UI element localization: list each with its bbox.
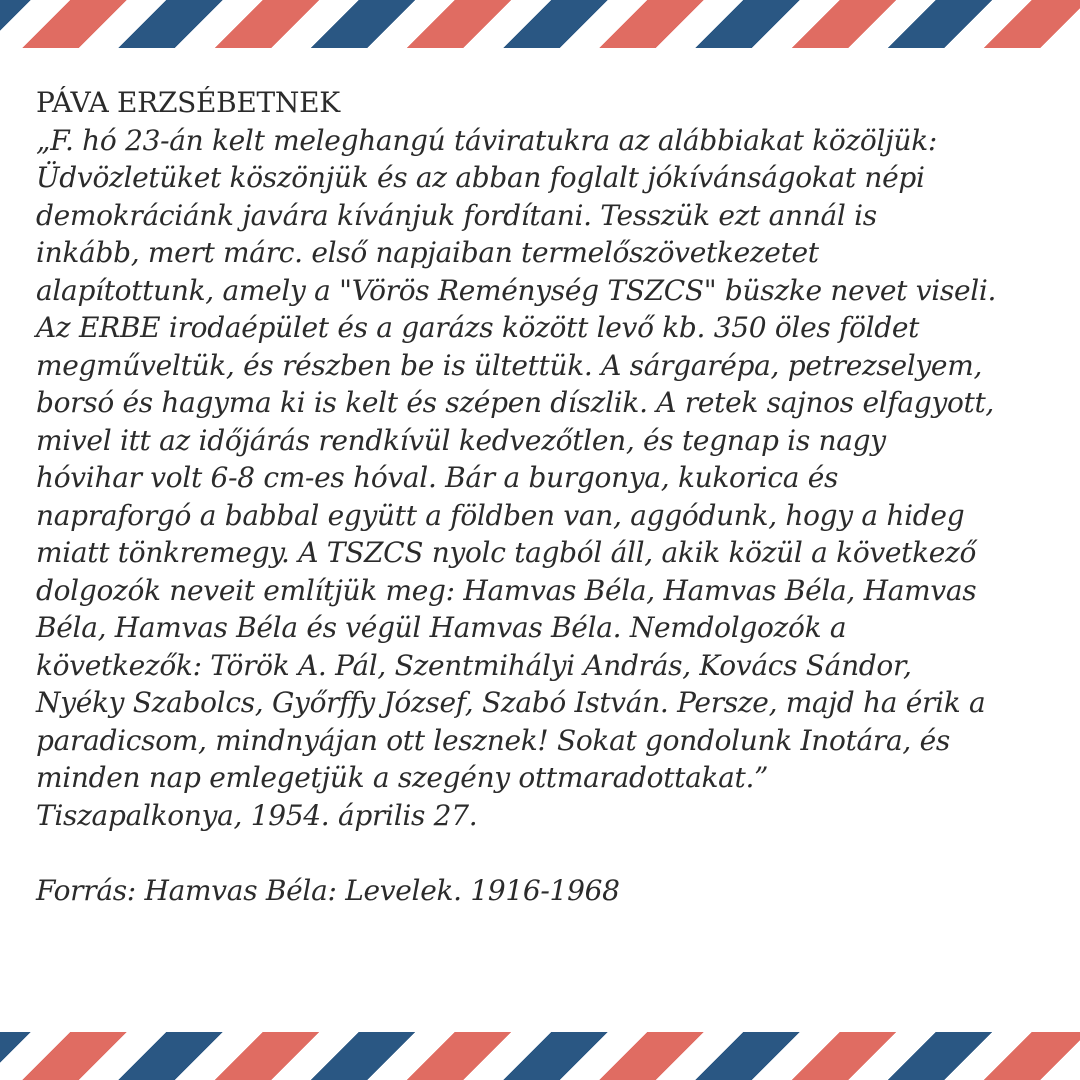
letter-line: következők: Török A. Pál, Szentmihályi András, Kovács Sándor, (36, 648, 912, 682)
letter-line: napraforgó a babbal együtt a földben van, aggódunk, hogy a hideg (36, 498, 965, 532)
letter-body (36, 84, 1066, 909)
letter-line: miatt tönkremegy. A TSZCS nyolc tagból áll, akik közül a következő (36, 536, 977, 569)
source-citation: Forrás: Hamvas Béla: Levelek. 1916-1968 (36, 873, 620, 907)
letter-line: minden nap emlegetjük a szegény ottmaradottakat.” (36, 761, 769, 794)
letter-line: dolgozók neveit említjük meg: Hamvas Béla, Hamvas Béla, Hamvas (36, 573, 977, 607)
letter-line: Üdvözletüket köszönjük és az abban foglalt jókívánságokat népi (36, 161, 925, 194)
letter-line: „F. hó 23-án kelt meleghangú táviratukra az alábbiakat közöljük: (36, 123, 938, 157)
letter-line: alapítottunk, amely a "Vörös Reménység TSZCS" büszke nevet viseli. (36, 273, 997, 307)
airmail-stripe-top (0, 0, 1080, 48)
letter-line: megműveltük, és részben be is ültettük. A sárgarépa, petrezselyem, (36, 348, 983, 382)
letter-line: hóvihar volt 6-8 cm-es hóval. Bár a burgonya, kukorica és (36, 461, 839, 494)
letter-line: Béla, Hamvas Béla és végül Hamvas Béla. Nemdolgozók a (36, 611, 847, 644)
letter-line: Nyéky Szabolcs, Győrffy József, Szabó István. Persze, majd ha érik a (36, 686, 986, 719)
letter-line: paradicsom, mindnyájan ott lesznek! Sokat gondolunk Inotára, és (36, 723, 950, 757)
letter-line: borsó és hagyma ki is kelt és szépen díszlik. A retek sajnos elfagyott, (36, 386, 995, 419)
letter-line: inkább, mert márc. első napjaiban termelőszövetkezetet (36, 236, 819, 269)
airmail-stripe-bottom (0, 1032, 1080, 1080)
letter-heading: PÁVA ERZSÉBETNEK (36, 86, 340, 119)
paragraph-gap (36, 834, 1066, 872)
letter-line: Az ERBE irodaépület és a garázs között levő kb. 350 öles földet (36, 311, 920, 344)
letter-line: mivel itt az időjárás rendkívül kedvezőtlen, és tegnap is nagy (36, 423, 886, 457)
letter-line: demokráciánk javára kívánjuk fordítani. Tesszük ezt annál is (36, 198, 877, 232)
letter-dateline: Tiszapalkonya, 1954. április 27. (36, 798, 478, 832)
